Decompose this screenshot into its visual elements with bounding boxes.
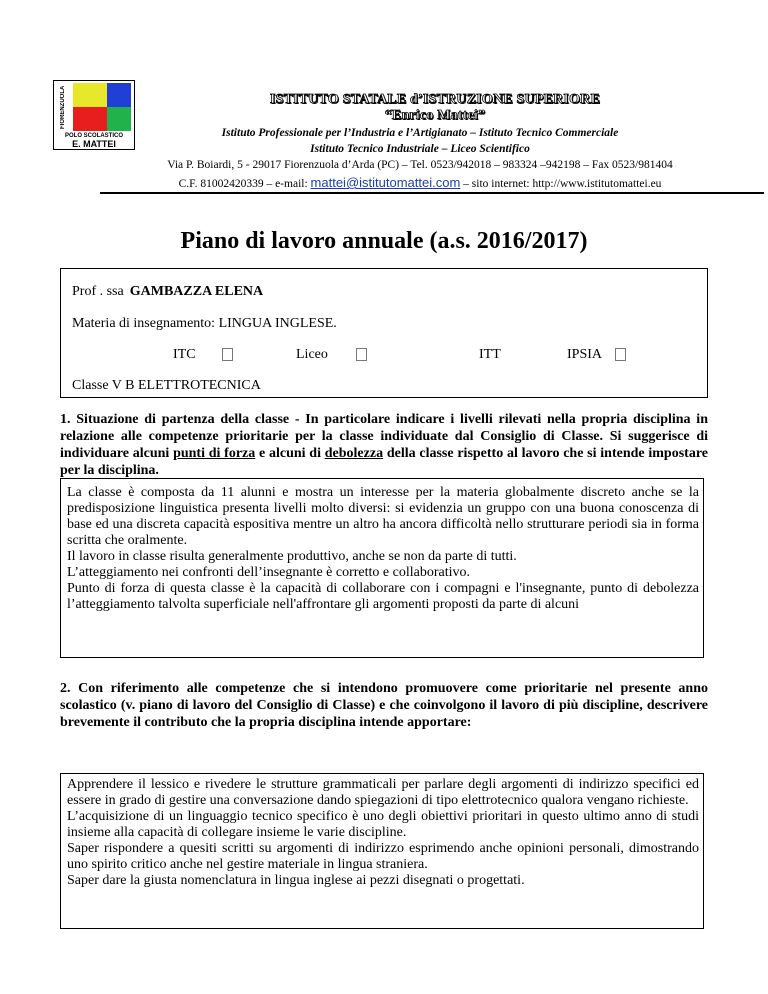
prof-label: Prof . ssa <box>72 284 124 299</box>
header-contacts <box>80 175 760 190</box>
logo-blue-square <box>107 83 131 107</box>
contacts-prefix: C.F. 81002420339 – e-mail: <box>178 178 311 190</box>
teacher-name: GAMBAZZA ELENA <box>129 284 264 299</box>
institute-subtitle: “Enrico Mattei” <box>384 108 486 123</box>
option-itt-label: ITT <box>479 347 501 362</box>
answer-paragraph: Saper rispondere a quesiti scritti su argomenti di indirizzo esprimendo anche opinioni personali, dimostrando uno spirito critico anche nel gestire materiale in lingua straniera. <box>67 841 699 872</box>
answer-paragraph: Il lavoro in classe risulta generalmente produttivo, anche se non da parte di tutti. <box>67 549 517 564</box>
s1-q-part2: e alcuni di <box>255 446 325 461</box>
answer-paragraph: La classe è composta da 11 alunni e mostra un interesse per la materia globalmente discreto anche se la predisposizione linguistica presenta livelli molto diversi: si evidenzia un gruppo con una buona conoscenza di base ed una discreta capacità espositiva mentre un altro ha ancora difficoltà nello strutturare periodi sia in forma scritta che oralmente. <box>67 485 699 548</box>
school-logo <box>53 80 135 150</box>
logo-polo-text: POLO SCOLASTICO <box>64 133 123 139</box>
option-itc-checkbox[interactable] <box>222 347 233 363</box>
logo-side-text: FIORENZUOLA <box>60 85 66 129</box>
s1-q-part1: 1. Situazione di partenza della classe - In particolare indicare i livelli rilevati nella propria disciplina in relazione alle competenze prioritarie per la classe individuate dal Consiglio di Classe. Si suggerisce di individuare alcuni <box>60 412 708 461</box>
class-line: Classe V B ELETTROTECNICA <box>72 378 261 393</box>
section-1-answer-box <box>60 478 704 658</box>
answer-paragraph: Apprendere il lessico e rivedere le strutture grammaticali per parlare degli argomenti di indirizzo specifici ed essere in grado di gestire una conversazione dando spiegazioni di tipo elettrotecnico qualora vengano richieste. <box>67 777 699 808</box>
option-itc-label: ITC <box>173 347 196 362</box>
page-title: Piano di lavoro annuale (a.s. 2016/2017) <box>180 228 588 254</box>
option-liceo-checkbox[interactable] <box>356 347 367 363</box>
answer-paragraph: Punto di forza di questa classe è la capacità di collaborare con i compagni e l'insegnante, punto di debolezza l’atteggiamento talvolta superficiale nell'affrontare gli argomenti proposti da parte di alcuni <box>67 581 699 612</box>
answer-paragraph: L’acquisizione di un linguaggio tecnico specifico è uno degli obiettivi prioritari in questo ultimo anno di studi insieme alla capacità di collegare insieme le varie discipline. <box>67 809 699 840</box>
s1-q-weakness: debolezza <box>324 446 384 461</box>
option-ipsia-label: IPSIA <box>567 347 603 362</box>
answer-paragraph: L’atteggiamento nei confronti dell’insegnante è corretto e collaborativo. <box>67 565 470 580</box>
logo-name: E. MATTEI <box>72 139 116 149</box>
s1-q-strengths: punti di forza <box>173 446 256 461</box>
header-line-2: Istituto Tecnico Industriale – Liceo Scientifico <box>310 143 530 155</box>
section-2-question: 2. Con riferimento alle competenze che si intendono promuovere come prioritarie nel presente anno scolastico (v. piano di lavoro del Consiglio di Classe) e che coinvolgono il lavoro di più discipline, descrivere brevemente il contributo che la propria disciplina intende apportare: <box>60 681 708 730</box>
section-1-question <box>60 411 708 479</box>
section-2-answer-box <box>60 773 704 929</box>
header-address: Via P. Boiardi, 5 - 29017 Fiorenzuola d’Arda (PC) – Tel. 0523/942018 – 983324 –942198 – Fax 0523/981404 <box>167 159 673 171</box>
logo-yellow-square <box>73 83 107 107</box>
contacts-suffix: – sito internet: http://www.istitutomattei.eu <box>460 178 662 190</box>
answer-paragraph: Saper dare la giusta nomenclatura in lingua inglese ai pezzi disegnati o progettati. <box>67 873 525 888</box>
institute-title: ISTITUTO STATALE d’ISTRUZIONE SUPERIORE <box>269 92 601 107</box>
option-liceo-label: Liceo <box>296 347 328 362</box>
option-ipsia-checkbox[interactable] <box>615 347 626 363</box>
header-line-1: Istituto Professionale per l’Industria e l’Artigianato – Istituto Tecnico Commerciale <box>221 127 619 139</box>
subject-line: Materia di insegnamento: LINGUA INGLESE. <box>72 316 337 331</box>
s1-q-part3: della classe rispetto al lavoro che si intende impostare per la disciplina. <box>60 446 708 478</box>
email-link[interactable]: mattei@istitutomattei.com <box>310 175 461 190</box>
header-divider <box>100 192 764 194</box>
teacher-line <box>72 284 263 300</box>
